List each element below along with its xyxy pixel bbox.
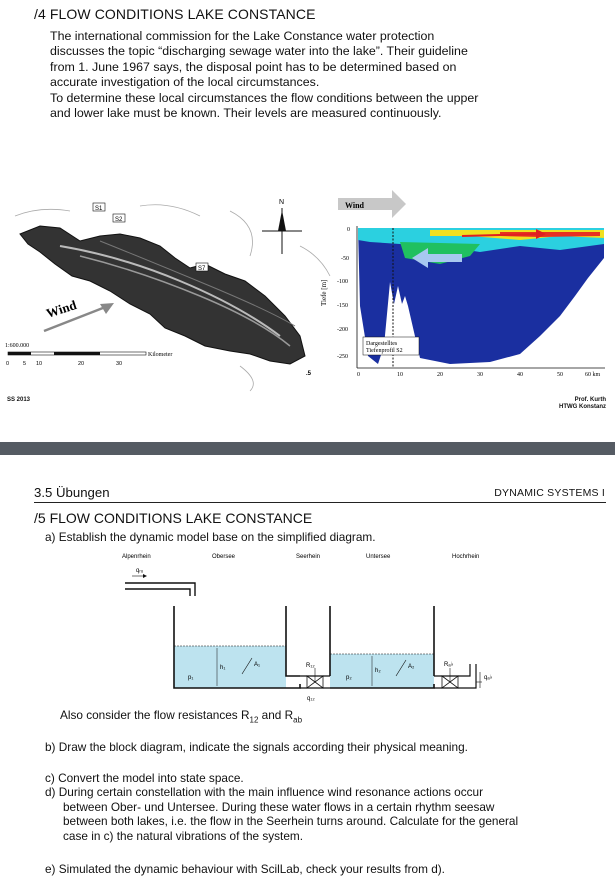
para-line: discusses the topic “discharging sewage water into the lake”. Their guideline <box>50 44 468 59</box>
x-tick: 0 <box>357 372 360 378</box>
header-rule <box>34 502 606 503</box>
task-d-line: case in c) the natural vibrations of the system. <box>63 828 303 843</box>
depth-profile-chart <box>320 190 605 378</box>
profile-ylabel: Tiefe [m] <box>320 279 328 306</box>
intro-paragraph <box>50 29 605 121</box>
page-title-1: /4 FLOW CONDITIONS LAKE CONSTANCE <box>34 6 316 22</box>
lake-map <box>5 199 330 391</box>
para-line: from 1. June 1967 says, the disposal point has to be determined based on <box>50 59 457 74</box>
north-label: N <box>279 199 285 206</box>
label-r12: R₁₂ <box>306 663 315 669</box>
y-tick: -150 <box>337 303 348 309</box>
label-qzu: qᵣᵤ <box>136 568 144 574</box>
label-qab: qₐ♭ <box>484 675 493 681</box>
label-seerhein: Seerhein <box>296 554 321 560</box>
label-obersee: Obersee <box>212 554 236 560</box>
wind-label-profile: Wind <box>345 201 364 210</box>
task-c: c) Convert the model into state space. <box>45 771 244 785</box>
footer-author-name: Prof. Kurth <box>574 397 606 403</box>
note-text: and R <box>258 708 294 722</box>
footer-author-school: HTWG Konstanz <box>559 404 606 410</box>
footer-semester: SS 2013 <box>7 397 31 403</box>
label-h2: h₂ <box>375 668 381 674</box>
label-a2: A₂ <box>408 664 415 670</box>
label-untersee: Untersee <box>366 554 391 560</box>
task-e: e) Simulated the dynamic behaviour with ScilLab, check your results from d). <box>45 862 445 876</box>
x-tick: 30 <box>477 372 483 378</box>
footer-author <box>559 397 606 411</box>
x-tick: 40 <box>517 372 523 378</box>
y-tick: 0 <box>347 227 350 233</box>
profile-legend: Tiefenprofil S2 <box>366 348 403 354</box>
label-h1: h₁ <box>220 665 226 671</box>
x-tick: 50 <box>557 372 563 378</box>
para-line: The international commission for the Lake Constance water protection <box>50 29 435 43</box>
section-heading: 3.5 Übungen <box>34 485 110 500</box>
label-alpenrhein: Alpenrhein <box>122 554 151 560</box>
station-s2: S2 <box>115 217 123 223</box>
x-tick: 10 <box>397 372 403 378</box>
para-line: and lower lake must be known. Their levels are measured continuously. <box>50 106 442 121</box>
task-d-line: between both lakes, i.e. the flow in the Seerhein turns around. Calculate for the general <box>63 814 519 828</box>
map-extra-label: .5 <box>306 371 312 377</box>
label-p2: p₂ <box>346 675 352 681</box>
label-hochrhein: Hochrhein <box>452 554 480 560</box>
y-tick: -100 <box>337 279 348 285</box>
page-title-2: /5 FLOW CONDITIONS LAKE CONSTANCE <box>34 510 313 526</box>
task-d-line: d) During certain constellation with the main influence wind resonance actions occur <box>45 785 484 799</box>
km-label: Kilometer <box>148 352 173 358</box>
note-sub: ab <box>293 715 303 725</box>
task-a: a) Establish the dynamic model base on the simplified diagram. <box>45 530 376 544</box>
note-sub: 12 <box>249 715 259 725</box>
y-tick: -50 <box>341 256 349 262</box>
y-tick: -250 <box>337 354 348 360</box>
label-p1: p₁ <box>188 675 194 681</box>
x-tick: 20 <box>437 372 443 378</box>
task-d-line: between Ober- und Untersee. During these water flows in a certain rhythm seesaw <box>63 799 495 814</box>
para-line: To determine these local circumstances the flow conditions between the upper <box>50 90 479 105</box>
y-tick: -200 <box>337 327 348 333</box>
note-resistances <box>60 708 302 728</box>
scale-tick: 0 <box>6 361 10 367</box>
lake-model-diagram <box>100 548 520 708</box>
wind-label-map: Wind <box>44 297 79 321</box>
scale-tick: 30 <box>116 361 123 367</box>
profile-legend: Dargestelltes <box>366 341 398 347</box>
task-b: b) Draw the block diagram, indicate the signals according their physical meaning. <box>45 740 468 754</box>
station-s7: S7 <box>198 266 206 272</box>
scale-tick: 5 <box>23 361 27 367</box>
scale-label: 1:600.000 <box>5 343 30 349</box>
scale-tick: 20 <box>78 361 85 367</box>
para-line: accurate investigation of the local circumstances. <box>50 75 320 90</box>
label-q12: q₁₂ <box>307 696 315 702</box>
task-d <box>45 785 605 843</box>
lake-figure <box>0 186 615 406</box>
note-text: Also consider the flow resistances R <box>60 708 250 722</box>
course-title: DYNAMIC SYSTEMS I <box>494 487 605 499</box>
scale-tick: 10 <box>36 361 43 367</box>
page-separator <box>0 442 615 455</box>
label-a1: A₁ <box>254 662 261 668</box>
x-tick: 60 km <box>585 372 601 378</box>
label-rab: Rₐ♭ <box>444 662 454 668</box>
north-arrow-icon <box>262 208 302 254</box>
station-s1: S1 <box>95 206 103 212</box>
